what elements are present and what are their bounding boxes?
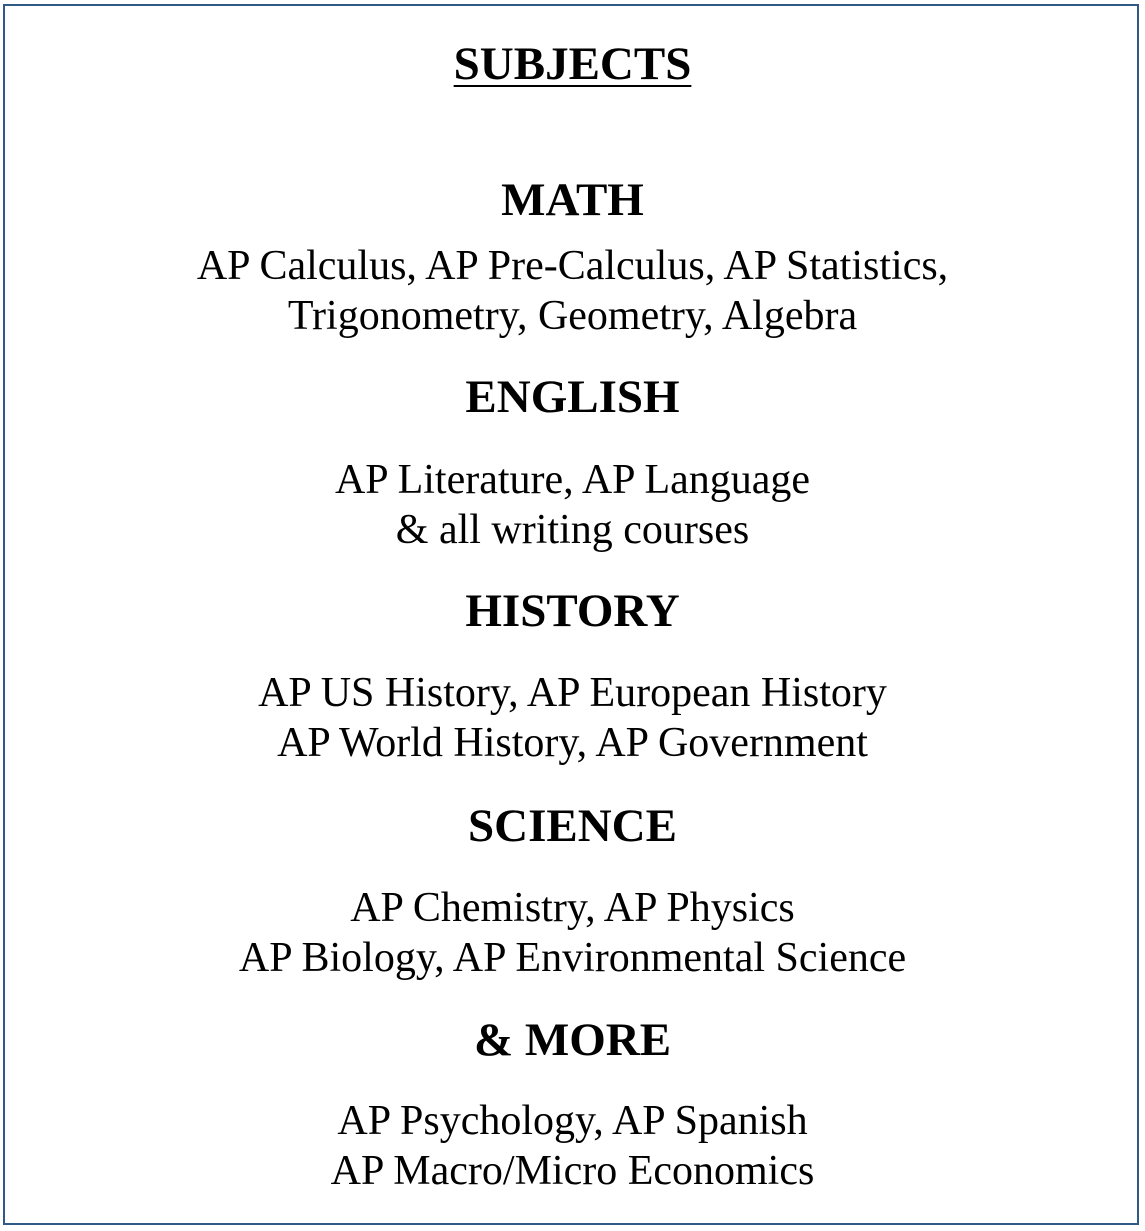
more-subjects-line-1: AP Psychology, AP Spanish	[337, 1098, 808, 1144]
history-subjects-line-2: AP World History, AP Government	[277, 720, 868, 766]
science-subjects-line-2: AP Biology, AP Environmental Science	[238, 935, 907, 981]
section-heading-math: MATH	[501, 174, 644, 226]
section-heading-english: ENGLISH	[465, 371, 680, 423]
math-subjects-line-2: Trigonometry, Geometry, Algebra	[287, 293, 858, 339]
section-heading-history: HISTORY	[465, 585, 680, 637]
science-subjects-line-1: AP Chemistry, AP Physics	[350, 885, 795, 931]
page-title: SUBJECTS	[453, 38, 692, 90]
section-heading-more: & MORE	[473, 1014, 672, 1066]
english-subjects-line-2: & all writing courses	[395, 507, 750, 553]
math-subjects-line-1: AP Calculus, AP Pre-Calculus, AP Statistics,	[196, 243, 949, 289]
history-subjects-line-1: AP US History, AP European History	[258, 670, 887, 716]
section-heading-science: SCIENCE	[468, 800, 677, 852]
english-subjects-line-1: AP Literature, AP Language	[334, 457, 811, 503]
more-subjects-line-2: AP Macro/Micro Economics	[330, 1148, 815, 1194]
